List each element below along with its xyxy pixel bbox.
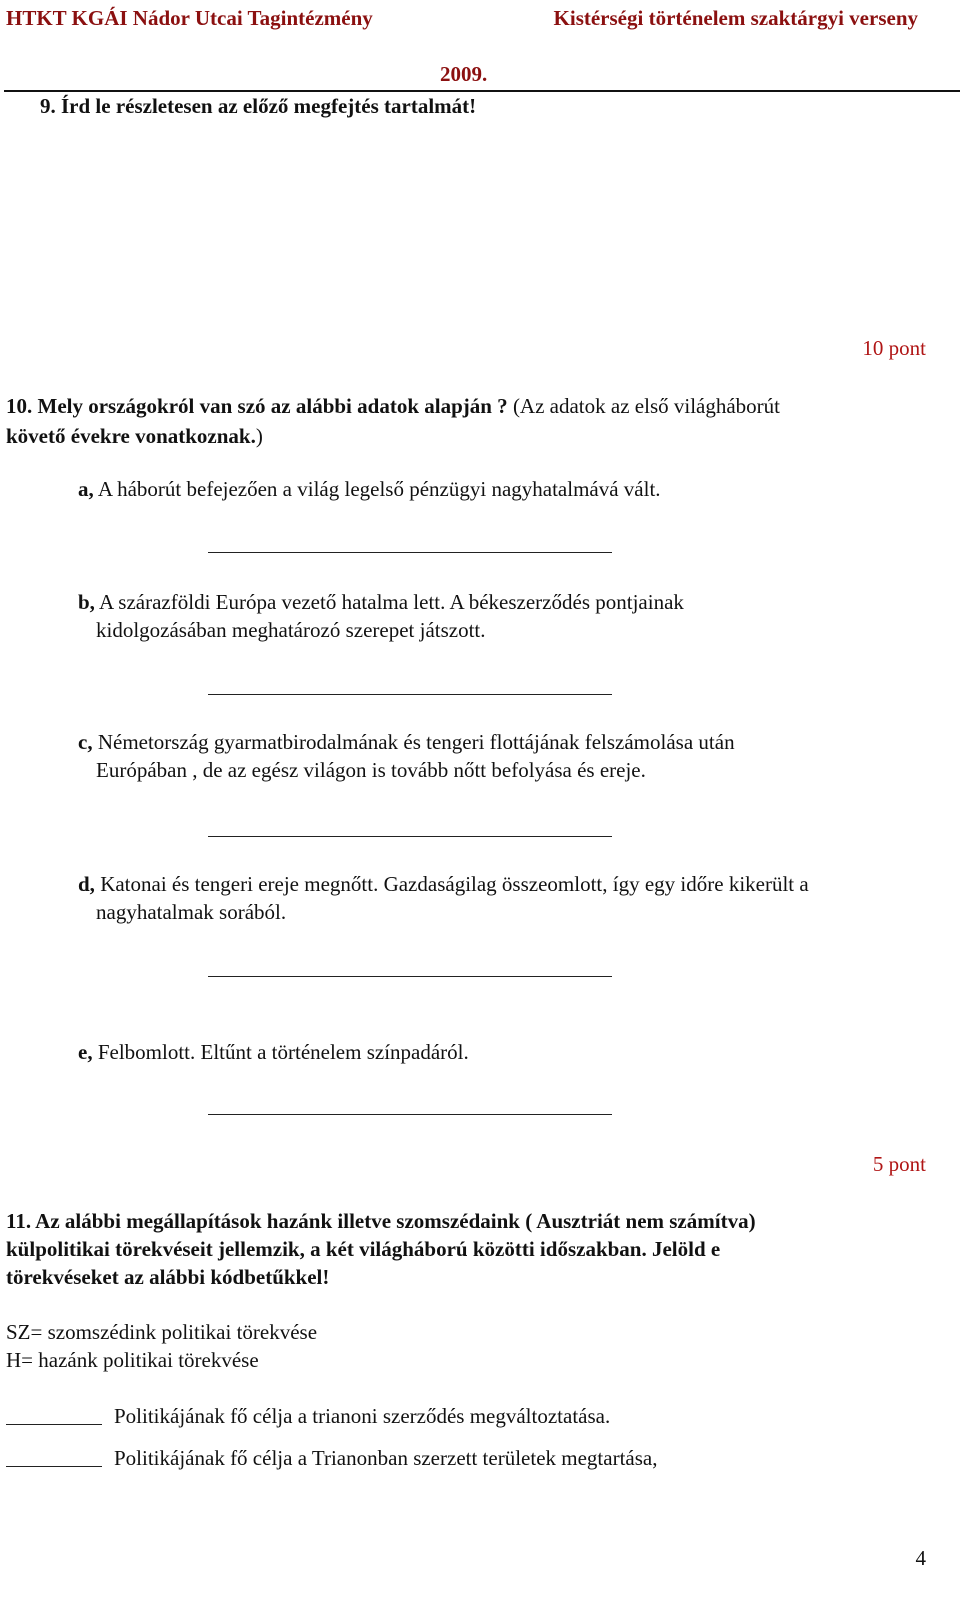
- q10-answer-blank-e[interactable]: [208, 1114, 612, 1115]
- q10-item-e-text: Felbomlott. Eltűnt a történelem színpadáról.: [97, 1040, 469, 1064]
- page-number: 4: [915, 1546, 926, 1570]
- q10-item-a: [78, 477, 661, 502]
- q10-item-d: [78, 872, 809, 897]
- q11-code-sz: SZ= szomszédink politikai törekvése: [6, 1320, 318, 1344]
- q11-answer-blank-1[interactable]: [6, 1424, 102, 1425]
- question-10-title-line-1: [6, 394, 780, 419]
- header-school: HTKT KGÁI Nádor Utcai Tagintézmény: [6, 6, 373, 30]
- question-10-title-line2-bold: követő évekre vonatkoznak.: [6, 424, 256, 448]
- q10-item-c-label: c,: [78, 730, 93, 754]
- q10-item-e-label: e,: [78, 1040, 93, 1064]
- q11-statement-1: Politikájának fő célja a trianoni szerződés megváltoztatása.: [114, 1404, 611, 1428]
- q10-answer-blank-d[interactable]: [208, 976, 612, 977]
- q11-answer-blank-2[interactable]: [6, 1466, 102, 1467]
- header-rule: [4, 90, 960, 92]
- q10-item-a-text: A háborút befejezően a világ legelső pénzügyi nagyhatalmává vált.: [97, 477, 661, 501]
- question-10-title-line-2: [6, 424, 263, 449]
- question-11-title-line-3: törekvéseket az alábbi kódbetűkkel!: [6, 1265, 330, 1289]
- header-competition: Kistérségi történelem szaktárgyi verseny: [553, 6, 918, 30]
- question-9-points: 10 pont: [862, 336, 926, 360]
- header-year: 2009.: [440, 62, 488, 86]
- q10-item-b-text-2: kidolgozásában meghatározó szerepet játszott.: [96, 618, 486, 642]
- q10-item-c: [78, 730, 735, 755]
- q11-statement-2: Politikájának fő célja a Trianonban szerzett területek megtartása,: [114, 1446, 658, 1470]
- question-11-title-line-1: 11. Az alábbi megállapítások hazánk illetve szomszédaink ( Ausztriát nem számítva): [6, 1209, 756, 1233]
- q11-code-h: H= hazánk politikai törekvése: [6, 1348, 259, 1372]
- q10-answer-blank-b[interactable]: [208, 694, 612, 695]
- q10-item-b-text-1: A szárazföldi Európa vezető hatalma lett. A békeszerződés pontjainak: [99, 590, 684, 614]
- q10-item-a-label: a,: [78, 477, 94, 501]
- q10-item-b: [78, 590, 684, 615]
- q10-answer-blank-a[interactable]: [208, 552, 612, 553]
- question-10-title-line2-rest: ): [255, 424, 263, 448]
- q10-item-e: [78, 1040, 469, 1065]
- question-10-points: 5 pont: [872, 1152, 926, 1176]
- q10-item-c-text-2: Európában , de az egész világon is tovább nőtt befolyása és ereje.: [96, 758, 646, 782]
- q10-item-d-text-1: Katonai és tengeri ereje megnőtt. Gazdaságilag összeomlott, így egy időre kikerült a: [100, 872, 809, 896]
- q10-item-d-text-2: nagyhatalmak sorából.: [96, 900, 287, 924]
- q10-item-c-text-1: Németország gyarmatbirodalmának és tengeri flottájának felszámolása után: [97, 730, 735, 754]
- q10-answer-blank-c[interactable]: [208, 836, 612, 837]
- question-9-title: 9. Írd le részletesen az előző megfejtés tartalmát!: [40, 94, 477, 118]
- question-10-title-bold: 10. Mely országokról van szó az alábbi adatok alapján ?: [6, 394, 508, 418]
- q10-item-d-label: d,: [78, 872, 95, 896]
- question-10-title-rest: (Az adatok az első világháborút: [507, 394, 781, 418]
- q10-item-b-label: b,: [78, 590, 95, 614]
- question-11-title-line-2: külpolitikai törekvéseit jellemzik, a két világháború közötti időszakban. Jelöld e: [6, 1237, 721, 1261]
